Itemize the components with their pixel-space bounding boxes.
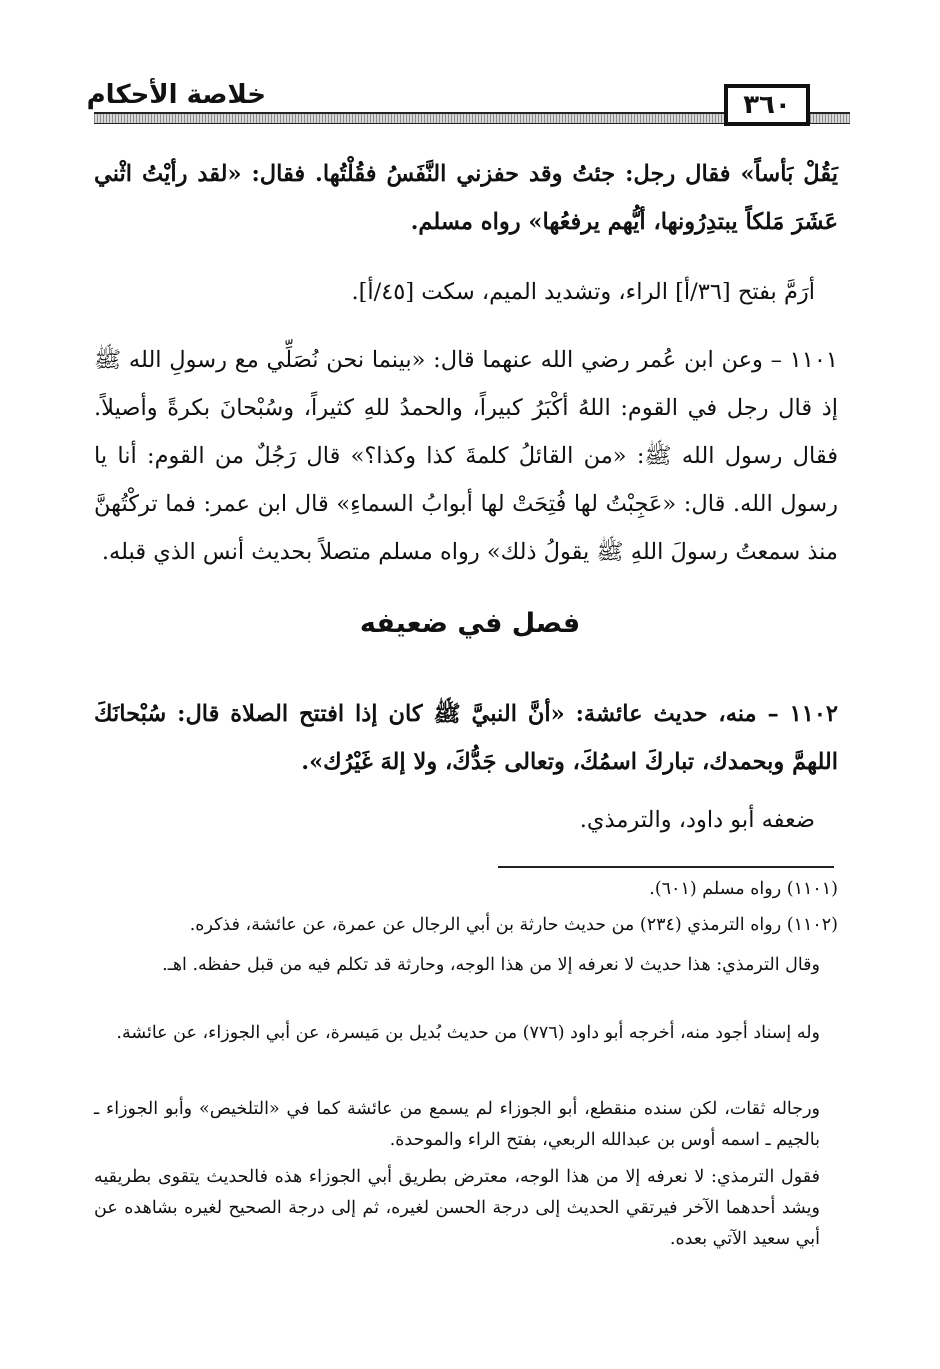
footnote-1102: (١١٠٢) رواه الترمذي (٢٣٤) من حديث حارثة بن أبي الرجال عن عمرة، عن عائشة، فذكره. — [189, 915, 838, 935]
footnote-tirmidhi-note: وقال الترمذي: هذا حديث لا نعرفه إلا من هذا الوجه، وحارثة قد تكلم فيه من قبل حفظه. اهـ. — [162, 955, 820, 975]
section-heading: فصل في ضعيفه — [359, 608, 581, 639]
header-rule-right — [810, 112, 850, 124]
footnote-conclusion: فقول الترمذي: لا نعرفه إلا من هذا الوجه، معترض بطريق أبي الجوزاء هذه فالحديث يتقوى بطريقيه ويشد أحدهما الآخر فيرتقي الحديث إلى درجة الحسن لغيره، ثم إلى درجة الصحيح لغيره بشاهده عن أبي سعيد الآتي بعده. — [94, 1167, 820, 1249]
footnote-separator — [498, 866, 834, 868]
paragraph-hadith-1102: ١١٠٢ – منه، حديث عائشة: «أنَّ النبيَّ ﷺ كان إذا افتتح الصلاة قال: سُبْحانَكَ اللهمَّ وبحمدك، تباركَ اسمُكَ، وتعالى جَدُّكَ، ولا إلهَ غَيْرُك». — [94, 701, 838, 775]
paragraph-hadith-1101: ١١٠١ – وعن ابن عُمر رضي الله عنهما قال: «بينما نحن نُصَلِّي مع رسولِ الله ﷺ إذ قال رجل في القوم: اللهُ أكْبَرُ كبيراً، والحمدُ للهِ كثيراً، وسُبْحانَ بكرةً وأصيلاً. فقال رسول الله ﷺ: «من القائلُ كلمةَ كذا وكذا؟» قال رَجُلٌ من القوم: أنا يا رسول الله. قال: «عَجِبْتُ لها فُتِحَتْ لها أبوابُ السماءِ» قال ابن عمر: فما تركْتُهنَّ منذ سمعتُ رسولَ اللهِ ﷺ يقولُ ذلك» رواه مسلم متصلاً بحديث أنس الذي قبله. — [94, 347, 838, 565]
footnote-narrators: ورجاله ثقات، لكن سنده منقطع، أبو الجوزاء لم يسمع من عائشة كما في «التلخيص» وأبو الجوزاء ـ بالجيم ـ اسمه أوس بن عبدالله الربعي، بفتح الراء والموحدة. — [94, 1099, 820, 1150]
running-header-title: خلاصة الأحكام — [86, 80, 266, 110]
paragraph-hadith-end: يَقُلْ بَأساً» فقال رجل: جئتُ وقد حفزني النَّفَسُ فقُلْتُها. فقال: «لقد رأيْتُ اثْني عَشَرَ مَلكاً يبتدِرُونها، أيُّهم يرفعُها» رواه مسلم. — [94, 161, 838, 235]
footnote-abu-dawud-chain: وله إسناد أجود منه، أخرجه أبو داود (٧٧٦) من حديث بُديل بن مَيسرة، عن أبي الجوزاء، عن عائشة. — [116, 1023, 820, 1043]
paragraph-weakness-note: ضعفه أبو داود، والترمذي. — [579, 807, 815, 833]
header-rule — [94, 112, 724, 124]
paragraph-word-note: أرَمَّ بفتح [٣٦/أ] الراء، وتشديد الميم، سكت [٤٥/أ]. — [351, 279, 815, 305]
footnote-1101: (١١٠١) رواه مسلم (٦٠١). — [649, 879, 838, 899]
page-number: ٣٦٠ — [724, 84, 810, 126]
